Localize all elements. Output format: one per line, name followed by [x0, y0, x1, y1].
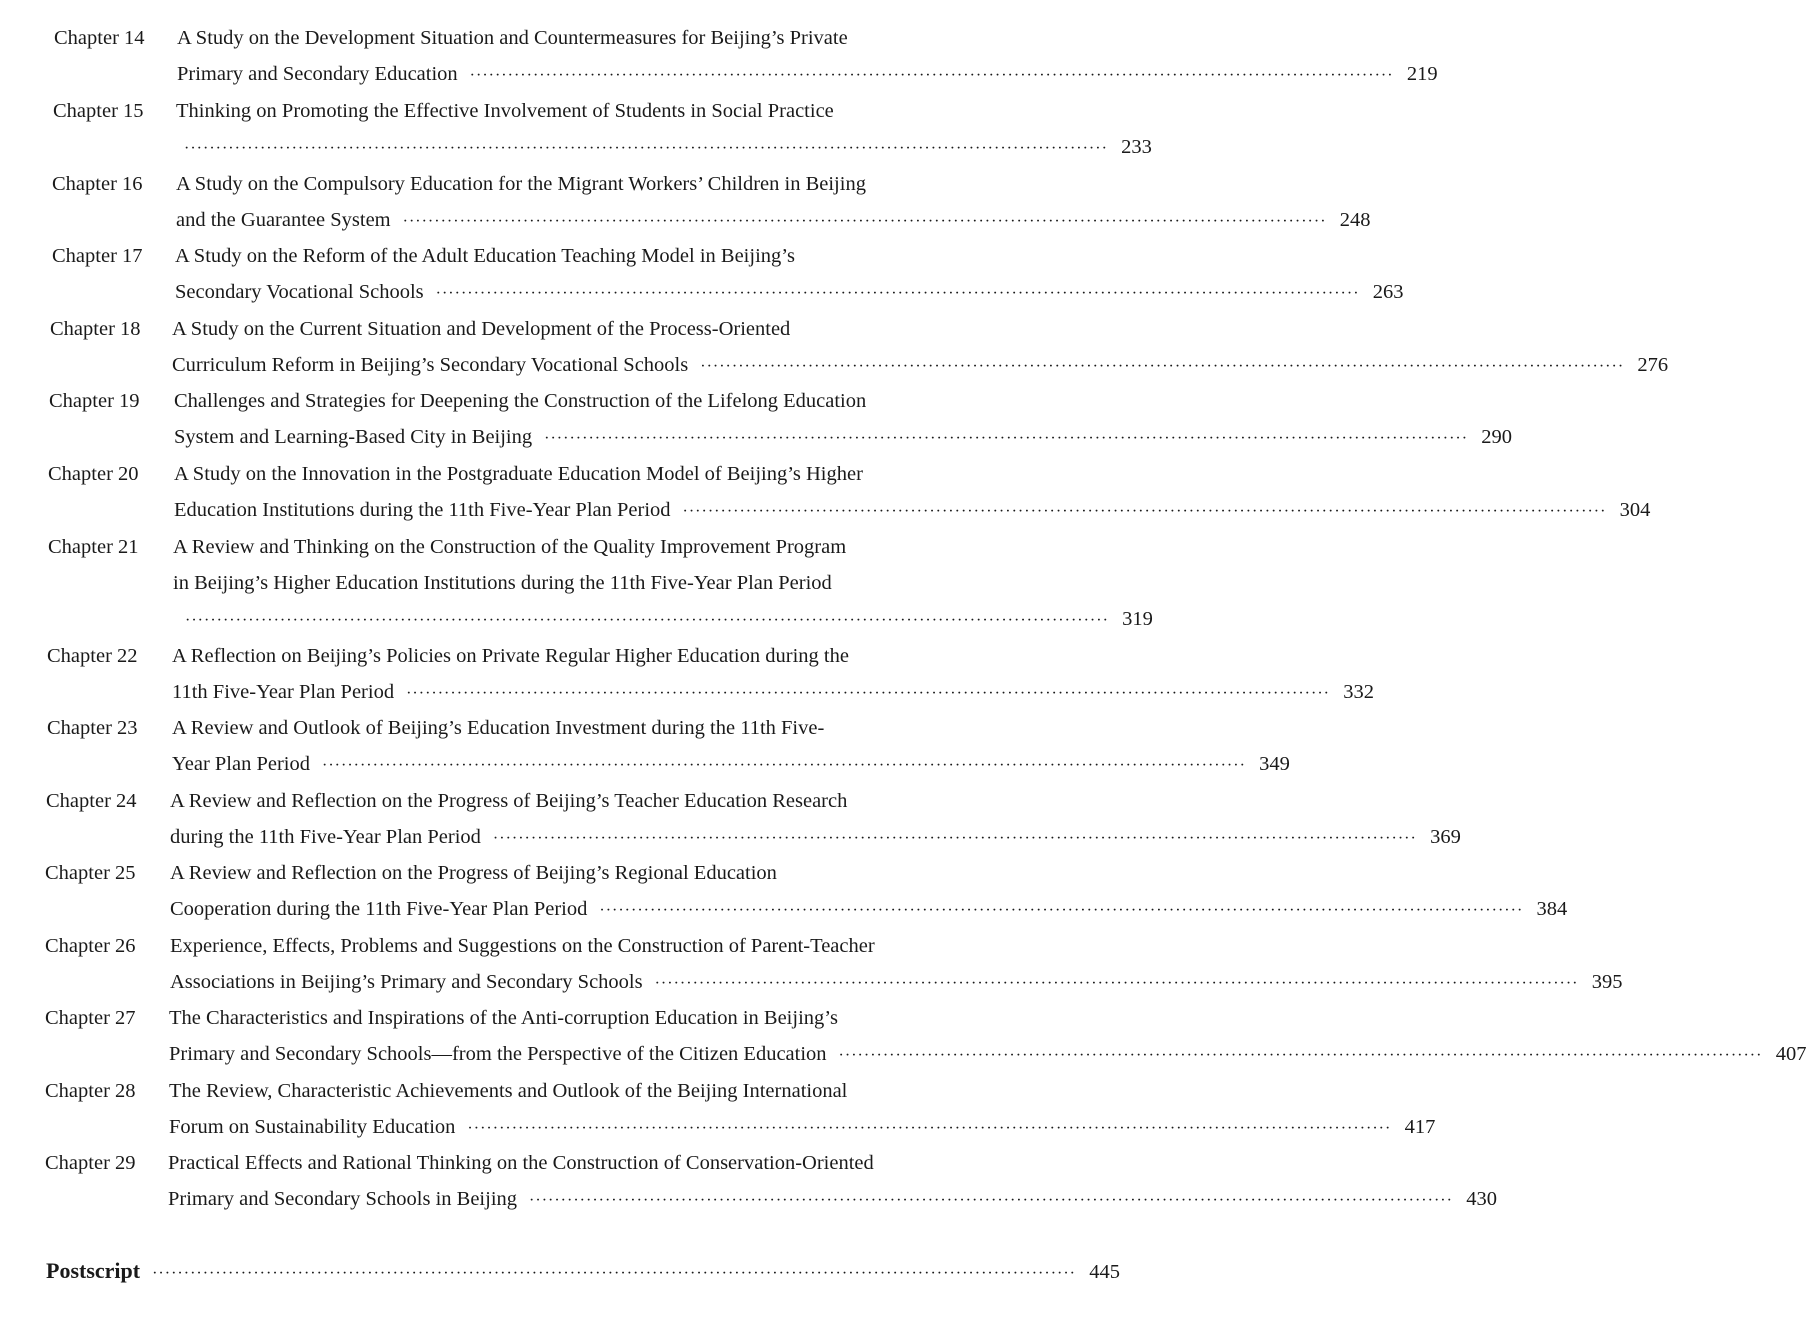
dot-leader: ·················································································································································· — [406, 685, 1330, 702]
page-number: 276 — [1637, 354, 1669, 376]
page-number: 219 — [1406, 63, 1438, 85]
dot-leader: ·················································································································································· — [435, 285, 1360, 302]
title-line: The Characteristics and Inspirations of the Anti-corruption Education in Beijing’s — [169, 1007, 838, 1029]
chapter-number: Chapter 20 — [48, 463, 139, 485]
title-line: in Beijing’s Higher Education Institutions during the 11th Five-Year Plan Period — [173, 572, 832, 594]
title-line: A Study on the Compulsory Education for the Migrant Workers’ Children in Beijing — [176, 173, 866, 195]
page-number: 369 — [1430, 826, 1461, 848]
title-line: A Study on the Innovation in the Postgraduate Education Model of Beijing’s Higher — [174, 463, 863, 485]
page-number: 395 — [1591, 971, 1623, 993]
title-line: A Study on the Development Situation and Countermeasures for Beijing’s Private — [177, 27, 848, 49]
title-line: A Review and Reflection on the Progress of Beijing’s Teacher Education Research — [170, 790, 848, 812]
title-line: during the 11th Five-Year Plan Period — [170, 826, 481, 848]
dot-leader: ·················································································································································· — [654, 975, 1579, 992]
chapter-number: Chapter 19 — [49, 390, 140, 412]
dot-leader: ·················································································································································· — [322, 757, 1246, 774]
chapter-number: Chapter 29 — [45, 1152, 136, 1174]
page-number: 407 — [1775, 1043, 1806, 1065]
chapter-number: Chapter 16 — [52, 173, 143, 195]
chapter-number: Chapter 14 — [54, 27, 145, 49]
title-line: Practical Effects and Rational Thinking on the Construction of Conservation-Oriented — [168, 1152, 874, 1174]
title-line: Challenges and Strategies for Deepening the Construction of the Lifelong Education — [174, 390, 867, 412]
chapter-number: Chapter 24 — [46, 790, 137, 812]
title-line: Curriculum Reform in Beijing’s Secondary Vocational Schools — [172, 354, 689, 376]
chapter-number: Chapter 23 — [47, 717, 138, 739]
page-number: 349 — [1259, 753, 1290, 775]
page-number: 430 — [1466, 1188, 1497, 1210]
title-line: Primary and Secondary Schools in Beijing — [168, 1188, 518, 1210]
chapter-number: Chapter 15 — [53, 100, 144, 122]
chapter-number: Chapter 22 — [47, 645, 138, 667]
dot-leader: ·················································································································································· — [682, 503, 1607, 520]
title-line: Experience, Effects, Problems and Suggestions on the Construction of Parent-Teacher — [170, 935, 875, 957]
title-line: Primary and Secondary Schools—from the Perspective of the Citizen Education — [169, 1043, 827, 1065]
page-number: 290 — [1481, 426, 1513, 448]
chapter-number: Chapter 25 — [45, 862, 136, 884]
chapter-number: Chapter 17 — [52, 245, 143, 267]
dot-leader: ·················································································································································· — [599, 902, 1524, 919]
dot-leader: ·················································································································································· — [467, 1120, 1392, 1137]
dot-leader: ·················································································································································· — [185, 612, 1109, 629]
title-line: Year Plan Period — [172, 753, 310, 775]
title-line: Secondary Vocational Schools — [175, 281, 424, 303]
title-line: A Study on the Current Situation and Development of the Process-Oriented — [172, 318, 791, 340]
title-line: A Study on the Reform of the Adult Education Teaching Model in Beijing’s — [175, 245, 795, 267]
title-line: A Review and Reflection on the Progress of Beijing’s Regional Education — [170, 862, 777, 884]
postscript-entry[interactable] — [46, 1253, 1120, 1289]
dot-leader: ·················································································································································· — [838, 1047, 1763, 1064]
chapter-number: Chapter 26 — [45, 935, 136, 957]
title-line: Forum on Sustainability Education — [169, 1116, 456, 1138]
page-number: 248 — [1339, 209, 1371, 231]
title-line: Thinking on Promoting the Effective Involvement of Students in Social Practice — [176, 100, 834, 122]
dot-leader: ·················································································································································· — [184, 140, 1108, 157]
postscript-label: Postscript — [46, 1258, 141, 1283]
chapter-number: Chapter 18 — [50, 318, 141, 340]
title-line: System and Learning-Based City in Beijing — [174, 426, 533, 448]
chapter-number: Chapter 21 — [48, 536, 139, 558]
title-line: Cooperation during the 11th Five-Year Plan Period — [170, 898, 588, 920]
dot-leader: ·················································································································································· — [152, 1265, 1076, 1282]
chapter-number: Chapter 28 — [45, 1080, 136, 1102]
title-line: and the Guarantee System — [176, 209, 391, 231]
dot-leader: ·················································································································································· — [402, 213, 1327, 230]
page-number: 304 — [1619, 499, 1651, 521]
title-line: A Review and Thinking on the Construction of the Quality Improvement Program — [173, 536, 847, 558]
page-number: 233 — [1121, 136, 1152, 158]
title-line: The Review, Characteristic Achievements and Outlook of the Beijing International — [169, 1080, 848, 1102]
page-number: 332 — [1343, 681, 1374, 703]
dot-leader: ·················································································································································· — [544, 430, 1469, 447]
page-number: 384 — [1536, 898, 1568, 920]
dot-leader: ·················································································································································· — [492, 830, 1417, 847]
dot-leader: ·················································································································································· — [469, 67, 1394, 84]
title-line: Primary and Secondary Education — [177, 63, 458, 85]
dot-leader: ·················································································································································· — [700, 358, 1625, 375]
chapter-number: Chapter 27 — [45, 1007, 136, 1029]
page-number: 417 — [1404, 1116, 1436, 1138]
page-number: 319 — [1122, 608, 1153, 630]
title-line: 11th Five-Year Plan Period — [172, 681, 395, 703]
title-line: A Reflection on Beijing’s Policies on Private Regular Higher Education during the — [172, 645, 849, 667]
dot-leader: ·················································································································································· — [529, 1192, 1453, 1209]
title-line: Associations in Beijing’s Primary and Secondary Schools — [170, 971, 643, 993]
title-line: A Review and Outlook of Beijing’s Education Investment during the 11th Five- — [172, 717, 825, 739]
page-number: 445 — [1089, 1261, 1120, 1283]
title-line: Education Institutions during the 11th Five-Year Plan Period — [174, 499, 671, 521]
page-number: 263 — [1372, 281, 1404, 303]
